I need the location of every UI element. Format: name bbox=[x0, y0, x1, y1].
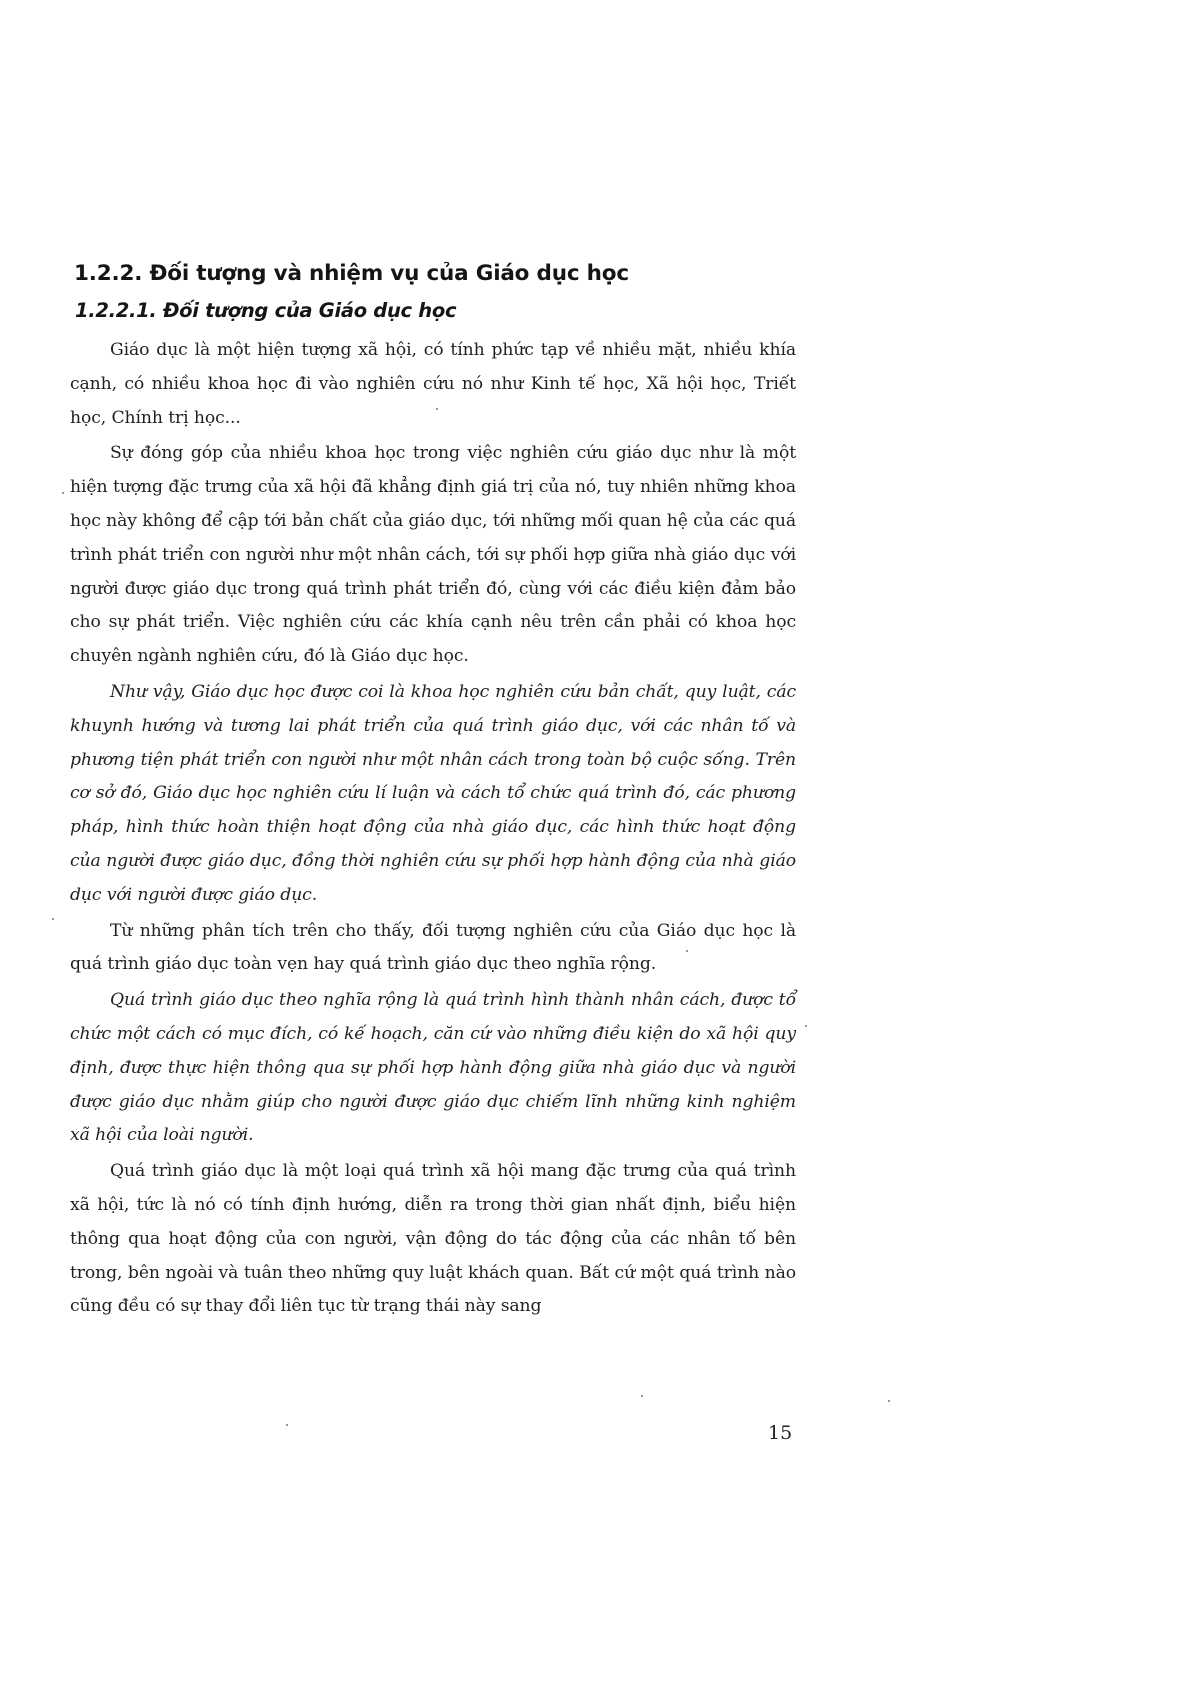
scan-speck bbox=[62, 492, 64, 494]
scan-speck bbox=[641, 1395, 643, 1397]
subsection-heading: 1.2.2.1. Đối tượng của Giáo dục học bbox=[75, 299, 457, 322]
body-paragraph: Sự đóng góp của nhiều khoa học trong việc nghiên cứu giáo dục như là một hiện tượng đặc trưng của xã hội đã khẳng định giá trị của nó, tuy nhiên những khoa học này không để cập tới bản chất của giáo dục, tới những mối quan hệ của các quá trình phát triển con người như một nhân cách, tới sự phối hợp giữa nhà giáo dục với người được giáo dục trong quá trình phát triển đó, cùng với các điều kiện đảm bảo cho sự phát triển. Việc nghiên cứu các khía cạnh nêu trên cần phải có khoa học chuyên ngành nghiên cứu, đó là Giáo dục học. bbox=[70, 443, 796, 667]
body-paragraph: Từ những phân tích trên cho thấy, đối tượng nghiên cứu của Giáo dục học là quá trình giáo dục toàn vẹn hay quá trình giáo dục theo nghĩa rộng. bbox=[70, 920, 796, 975]
scan-speck bbox=[286, 1424, 288, 1426]
definition-paragraph: Quá trình giáo dục theo nghĩa rộng là quá trình hình thành nhân cách, được tổ chức một cách có mục đích, có kế hoạch, căn cứ vào những điều kiện do xã hội quy định, được thực hiện thông qua sự phối hợp hành động giữa nhà giáo dục và người được giáo dục nhằm giúp cho người được giáo dục chiếm lĩnh những kinh nghiệm xã hội của loài người. bbox=[70, 990, 796, 1146]
scan-speck bbox=[888, 1400, 890, 1402]
body-paragraph: Quá trình giáo dục là một loại quá trình xã hội mang đặc trưng của quá trình xã hội, tức là nó có tính định hướng, diễn ra trong thời gian nhất định, biểu hiện thông qua hoạt động của con người, vận động do tác động của các nhân tố bên trong, bên ngoài và tuân theo những quy luật khách quan. Bất cứ một quá trình nào cũng đều có sự thay đổi liên tục từ trạng thái này sang bbox=[70, 1161, 796, 1317]
page-number: 15 bbox=[768, 1422, 793, 1444]
scan-speck bbox=[52, 918, 54, 920]
main-content bbox=[70, 258, 796, 1324]
section-heading: 1.2.2. Đối tượng và nhiệm vụ của Giáo dục học bbox=[74, 261, 629, 286]
body-paragraph: Giáo dục là một hiện tượng xã hội, có tính phức tạp về nhiều mặt, nhiều khía cạnh, có nhiều khoa học đi vào nghiên cứu nó như Kinh tế học, Xã hội học, Triết học, Chính trị học... bbox=[70, 340, 796, 428]
definition-paragraph: Như vậy, Giáo dục học được coi là khoa học nghiên cứu bản chất, quy luật, các khuynh hướng và tương lai phát triển của quá trình giáo dục, với các nhân tố và phương tiện phát triển con người như một nhân cách trong toàn bộ cuộc sống. Trên cơ sở đó, Giáo dục học nghiên cứu lí luận và cách tổ chức quá trình đó, các phương pháp, hình thức hoàn thiện hoạt động của nhà giáo dục, các hình thức hoạt động của người được giáo dục, đồng thời nghiên cứu sự phối hợp hành động của nhà giáo dục với người được giáo dục. bbox=[70, 681, 796, 905]
scan-speck bbox=[805, 1025, 807, 1027]
